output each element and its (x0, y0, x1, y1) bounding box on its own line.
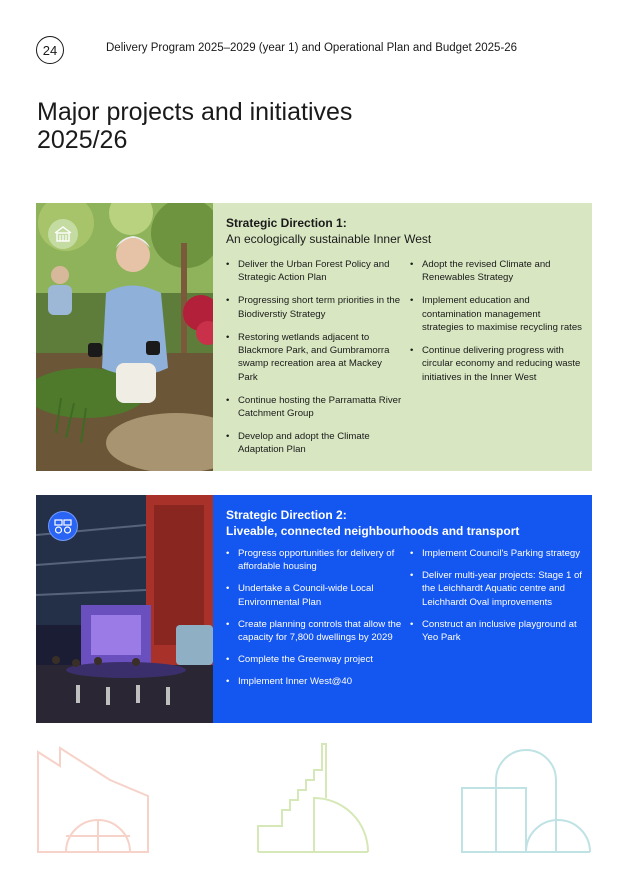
initiatives-list-left (226, 547, 402, 697)
strategic-direction-heading (226, 507, 519, 539)
list-item: • Develop and adopt the Climate Adaptation Plan (226, 430, 402, 457)
decorative-factory-outline (36, 740, 152, 856)
list-item: • Deliver the Urban Forest Policy and Strategic Action Plan (226, 258, 402, 285)
strategic-direction-name: An ecologically sustainable Inner West (226, 232, 432, 246)
initiatives-list-left (226, 258, 402, 466)
strategic-direction-1-card (36, 203, 592, 471)
building-icon (48, 219, 78, 249)
list-item: • Implement Inner West@40 (226, 675, 402, 688)
strategic-direction-name: Liveable, connected neighbourhoods and transport (226, 524, 520, 538)
running-header: Delivery Program 2025–2029 (year 1) and Operational Plan and Budget 2025-26 (106, 42, 518, 54)
title-line-2: 2025/26 (37, 126, 128, 154)
list-item: • Progress opportunities for delivery of affordable housing (226, 547, 402, 574)
initiatives-list-right (410, 547, 582, 653)
page-title (37, 98, 352, 154)
strategic-direction-label: Strategic Direction 1: (226, 216, 347, 230)
list-item: • Progressing short term priorities in the Biodiverstiy Strategy (226, 294, 402, 321)
list-item: • Construct an inclusive playground at Yeo Park (410, 618, 582, 645)
initiatives-list-right (410, 258, 582, 394)
page-number: 24 (36, 36, 64, 64)
decorative-stairs-outline (256, 740, 372, 856)
decorative-arch-outline (460, 740, 592, 856)
strategic-direction-2-card (36, 495, 592, 723)
list-item: • Create planning controls that allow the capacity for 7,800 dwellings by 2029 (226, 618, 402, 645)
list-item: • Implement Council's Parking strategy (410, 547, 582, 560)
title-line-1: Major projects and initiatives (37, 98, 353, 126)
list-item: • Implement education and contamination management strategies to maximise recycling rates (410, 294, 582, 334)
list-item: • Continue hosting the Parramatta River Catchment Group (226, 394, 402, 421)
strategic-direction-label: Strategic Direction 2: (226, 508, 347, 522)
strategic-direction-heading (226, 215, 431, 247)
list-item: • Deliver multi-year projects: Stage 1 of the Leichhardt Aquatic centre and Leichhardt Oval improvements (410, 569, 582, 609)
list-item: • Restoring wetlands adjacent to Blackmore Park, and Gumbramorra swamp recreation area at Mackey Park (226, 331, 402, 385)
list-item: • Complete the Greenway project (226, 653, 402, 666)
list-item: • Undertake a Council-wide Local Environmental Plan (226, 582, 402, 609)
list-item: • Adopt the revised Climate and Renewables Strategy (410, 258, 582, 285)
neighbourhood-icon (48, 511, 78, 541)
list-item: • Continue delivering progress with circular economy and reducing waste initiatives in the Inner West (410, 344, 582, 384)
